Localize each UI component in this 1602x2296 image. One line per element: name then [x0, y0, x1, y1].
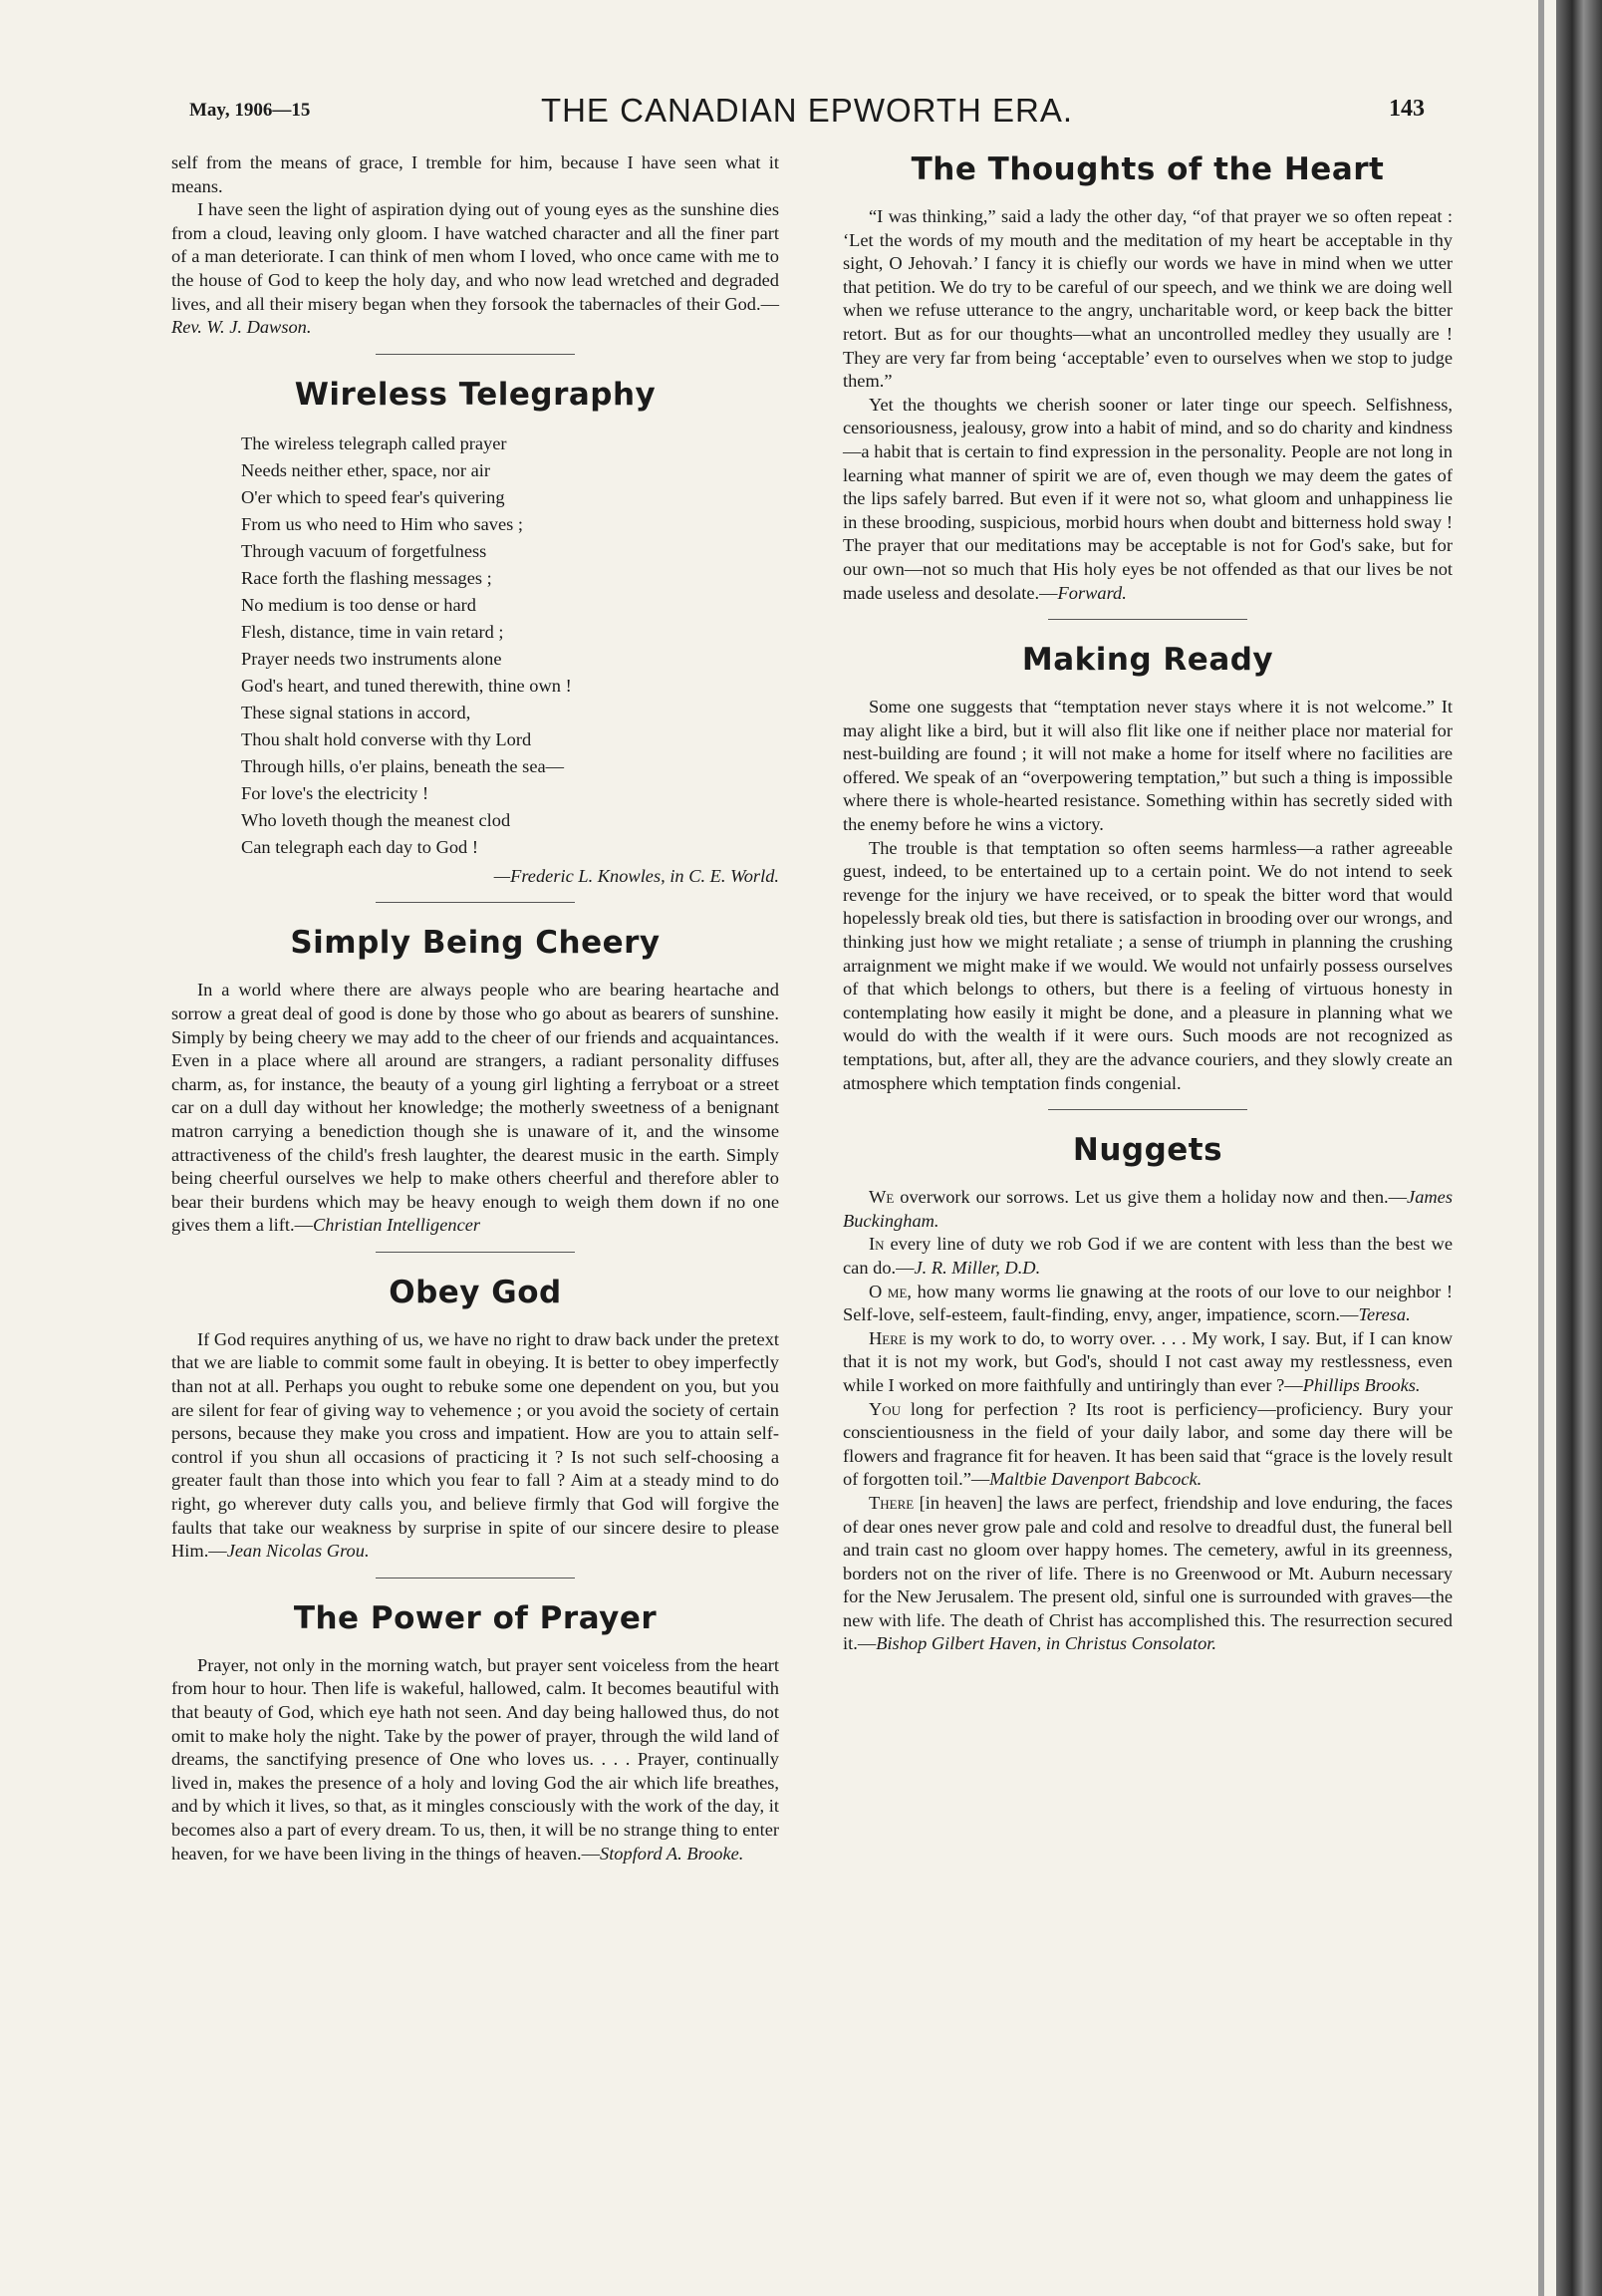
section-divider [376, 902, 575, 903]
nugget-text: [in heaven] the laws are perfect, friendship and love enduring, the faces of dear ones never grow pale and cold and resolve to dreadful dust, the funeral bell and train cast no gloom over happy homes. The cemetery, awful in its greenness, borders not on the river of life. There is no Greenwood or Mt. Auburn necessary for the New Jerusalem. The present old, sinful one is surrounded with graves—the new with life. The death of Christ has accomplished this. The resurrection secured it.— [843, 1492, 1453, 1654]
power-of-prayer-title: The Power of Prayer [293, 1599, 658, 1636]
section-divider [1048, 1109, 1247, 1110]
ready-paragraph-2: The trouble is that temptation so often seems harmless—a rather agreeable guest, indeed, to be entertained up to a certain point. We do not intend to seek revenge for the injury we have received, or to speak the bitter word that would hopelessly break old ties, but there is satisfaction in brooding over our wrongs, and thinking just how we might retaliate ; a sense of triumph in planning the crushing arraignment we might make if we would. We would not unfairly possess ourselves of that which belongs to others, but there is a feeling of virtuous honesty in contemplating how easily it might be done, and a pleasure in planning what we would do with the wealth if it were ours. Such moods are not recognized as temptations, but, after all, they are the advance couriers, and they slowly create an atmosphere which temptation finds congenial. [843, 837, 1453, 1093]
thoughts-attribution: Forward. [1057, 582, 1127, 603]
obey-god-title: Obey God [389, 1274, 562, 1310]
poem-line: Through hills, o'er plains, beneath the sea— [241, 755, 565, 776]
nugget-lead-word: We [869, 1187, 895, 1208]
continuation-text: I have seen the light of aspiration dying out of young eyes as the sunshine dies from a cloud, leaving only gloom. I have watched character and all the finer part of a man deteriorate. I can think of men whom I loved, who once came with me to the house of God to keep the holy day, and who now lead wretched and degraded lives, and all their misery began when they forsook the tabernacles of their God.— [171, 199, 779, 314]
obey-paragraph [171, 1328, 779, 1564]
nugget-item [843, 1398, 1453, 1492]
nugget-attribution: Phillips Brooks. [1302, 1374, 1421, 1395]
obey-attribution: Jean Nicolas Grou. [226, 1541, 370, 1562]
nugget-lead-word: In [869, 1234, 885, 1255]
poem-line: Thou shalt hold converse with thy Lord [241, 728, 532, 749]
nugget-attribution: Teresa. [1358, 1304, 1411, 1325]
nugget-lead-word: There [869, 1492, 915, 1513]
nugget-item [843, 1327, 1453, 1398]
thoughts-text: Yet the thoughts we cherish sooner or later tinge our speech. Selfishness, censoriousness, jealousy, grow into a habit of mind, and so do charity and kindness—a habit that is certain to find expression in the personality. People are not long in learning what manner of spirit we are of, even though we may deem the gates of the lips safely barred. But even if it were not so, what gloom and unhappiness lie in these brooding, suspicious, morbid hours when doubt and bitterness hold sway ! The prayer that our meditations may be acceptable is not for God's sake, but for our own—not so much that His holy eyes be not offended as that our lives be not made useless and desolate.— [843, 394, 1453, 603]
poem-line: Race forth the flashing messages ; [241, 567, 492, 588]
thoughts-of-heart-title: The Thoughts of the Heart [911, 151, 1385, 187]
nugget-lead-word: Here [869, 1327, 907, 1348]
power-text: Prayer, not only in the morning watch, but prayer sent voiceless from the heart from hour to hour. Then life is wakeful, hallowed, calm. It becomes beautiful with that beauty of God, which eye hath not seen. And day being hallowed thus, do not omit to make holy the night. Take by the power of prayer, through the wild land of dreams, the sanctifying presence of One who loves us. . . . Prayer, continually lived in, makes the presence of a holy and loving God the air which life breathes, and by which it lives, so that, as it mingles consciously with the work of the day, it becomes also a part of every dream. To us, then, it will be no strange thing to enter heaven, for we have been living in the things of heaven.— [171, 1654, 779, 1864]
section-divider [376, 1252, 575, 1253]
nugget-item [843, 1233, 1453, 1280]
nugget-text: overwork our sorrows. Let us give them a holiday now and then.— [894, 1187, 1408, 1208]
wireless-telegraphy-poem [241, 430, 779, 861]
nugget-attribution: Bishop Gilbert Haven, in Christus Consolator. [876, 1633, 1216, 1654]
simply-being-cheery-title: Simply Being Cheery [290, 925, 661, 962]
wireless-telegraphy-title: Wireless Telegraphy [294, 376, 657, 413]
poem-line: These signal stations in accord, [241, 702, 471, 722]
section-divider [376, 354, 575, 355]
left-column [171, 151, 779, 1866]
nugget-text: how many worms lie gnawing at the roots of our love to our neighbor ! Self-love, self-esteem, fault-finding, envy, anger, impatience, scorn.— [843, 1281, 1454, 1325]
continuation-paragraph-1: self from the means of grace, I tremble for him, because I have seen what it means. [171, 152, 779, 196]
poem-attribution: —Frederic L. Knowles, in C. E. World. [493, 865, 779, 886]
continuation-attribution: Rev. W. J. Dawson. [171, 317, 312, 338]
nugget-item [843, 1492, 1453, 1656]
nugget-item [843, 1281, 1453, 1327]
issue-date: May, 1906—15 [189, 100, 311, 121]
section-divider [1048, 619, 1247, 620]
obey-text: If God requires anything of us, we have no right to draw back under the pretext that we are liable to commit some fault in obeying. It is better to obey imperfectly than not at all. Perhaps you ought to rebuke some one dependent on you, but you are silent for fear of giving way to vehemence ; or you avoid the society of certain persons, because they make you cross and impatient. How are you to attain self-control if you shun all occasions of practicing it ? Is not such self-choosing a greater fault than those into which you fear to fall ? Aim at a steady mind to do right, go wherever duty calls you, and believe firmly that God will forgive the faults that take our weakness by surprise in spite of our sincere desire to please Him.— [171, 1328, 779, 1562]
cheery-attribution: Christian Intelligencer [313, 1215, 481, 1236]
poem-line: From us who need to Him who saves ; [241, 513, 523, 534]
poem-line: Flesh, distance, time in vain retard ; [241, 621, 504, 642]
cheery-text: In a world where there are always people who are bearing heartache and sorrow a great deal of good is done by those who go about as bearers of sunshine. Simply by being cheery we may add to the cheer of our friends and acquaintances. Even in a place where all around are strangers, a radiant personality diffuses charm, as, for instance, the beauty of a young girl lighting a ferryboat or a street car on a dull day without her knowledge; the motherly sweetness of a benignant matron carrying a benediction though she is unaware of it, and the winsome attractiveness of the child's fresh laughter, the dearest music in the earth. Simply being cheerful ourselves we help to make others cheerful and therefore abler to bear their burdens which may be heavy enough to weigh them down if no one gives them a lift.— [171, 980, 779, 1236]
poem-line: God's heart, and tuned therewith, thine own ! [241, 675, 572, 696]
page-edge-line [1538, 0, 1544, 2296]
nuggets-title: Nuggets [1072, 1132, 1223, 1169]
power-paragraph [171, 1654, 779, 1866]
right-column [843, 151, 1453, 1656]
nugget-item [843, 1186, 1453, 1233]
nugget-attribution: J. R. Miller, D.D. [914, 1257, 1041, 1278]
nugget-attribution: Maltbie Davenport Babcock. [989, 1469, 1202, 1490]
poem-line: No medium is too dense or hard [241, 594, 476, 615]
poem-line: For love's the electricity ! [241, 782, 429, 803]
continuation-paragraph-2 [171, 198, 779, 340]
book-binding-edge [1556, 0, 1602, 2296]
nugget-text: long for perfection ? Its root is perficiency—proficiency. Bury your conscientiousness in the field of your daily labor, and some day there will be flowers and fragrance fit for heaven. It has been said that “grace is the lovely result of forgotten toil.”— [843, 1398, 1453, 1490]
magazine-title: THE CANADIAN EPWORTH ERA. [540, 92, 1074, 129]
poem-line: Prayer needs two instruments alone [241, 648, 502, 669]
nugget-lead-word: You [869, 1398, 902, 1419]
poem-line: Through vacuum of forgetfulness [241, 540, 487, 561]
ready-paragraph-1: Some one suggests that “temptation never stays where it is not welcome.” It may alight like a bird, but it will also flit like one if neither place nor material for nest-building are found ; it will not make a home for itself where no facilities are offered. We speak of an “overpowering temptation,” but such a thing is impossible where there is whole-hearted resistance. Something within has secretly sided with the enemy before he wins a victory. [843, 697, 1453, 835]
nugget-text: is my work to do, to worry over. . . . My work, I say. But, if I can know that it is not my work, but God's, should I not cast away my restlessness, even while I worked on more faithfully and untiringly than ever ?— [843, 1327, 1453, 1395]
making-ready-title: Making Ready [1021, 642, 1274, 679]
page-number: 143 [1389, 96, 1425, 122]
nugget-text: every line of duty we rob God if we are content with less than the best we can do.— [843, 1234, 1453, 1278]
page-header [189, 92, 1425, 132]
poem-line: Can telegraph each day to God ! [241, 836, 478, 857]
cheery-paragraph [171, 979, 779, 1238]
poem-line: The wireless telegraph called prayer [241, 432, 507, 453]
poem-line: O'er which to speed fear's quivering [241, 486, 505, 507]
poem-line: Who loveth though the meanest clod [241, 809, 511, 830]
nuggets-list [843, 1186, 1453, 1656]
thoughts-paragraph-2 [843, 394, 1453, 605]
nugget-attribution: James Buckingham. [843, 1187, 1453, 1231]
power-attribution: Stopford A. Brooke. [600, 1843, 744, 1864]
thoughts-paragraph-1: “I was thinking,” said a lady the other day, “of that prayer we so often repeat : ‘Let the words of my mouth and the meditation of my heart be acceptable in thy sight, O Jehovah.’ I fancy it is chiefly our words we have in mind when we utter that petition. We do try to be careful of our speech, and we think we are doing well when we refuse utterance to the angry, uncharitable word, or keep back the bitter retort. But as for our thoughts—what an uncontrolled medley they usually are ! They are very far from being ‘acceptable’ even to ourselves when we stop to judge them.” [843, 206, 1453, 392]
nugget-lead-word: O me, [869, 1281, 913, 1301]
poem-line: Needs neither ether, space, nor air [241, 459, 490, 480]
